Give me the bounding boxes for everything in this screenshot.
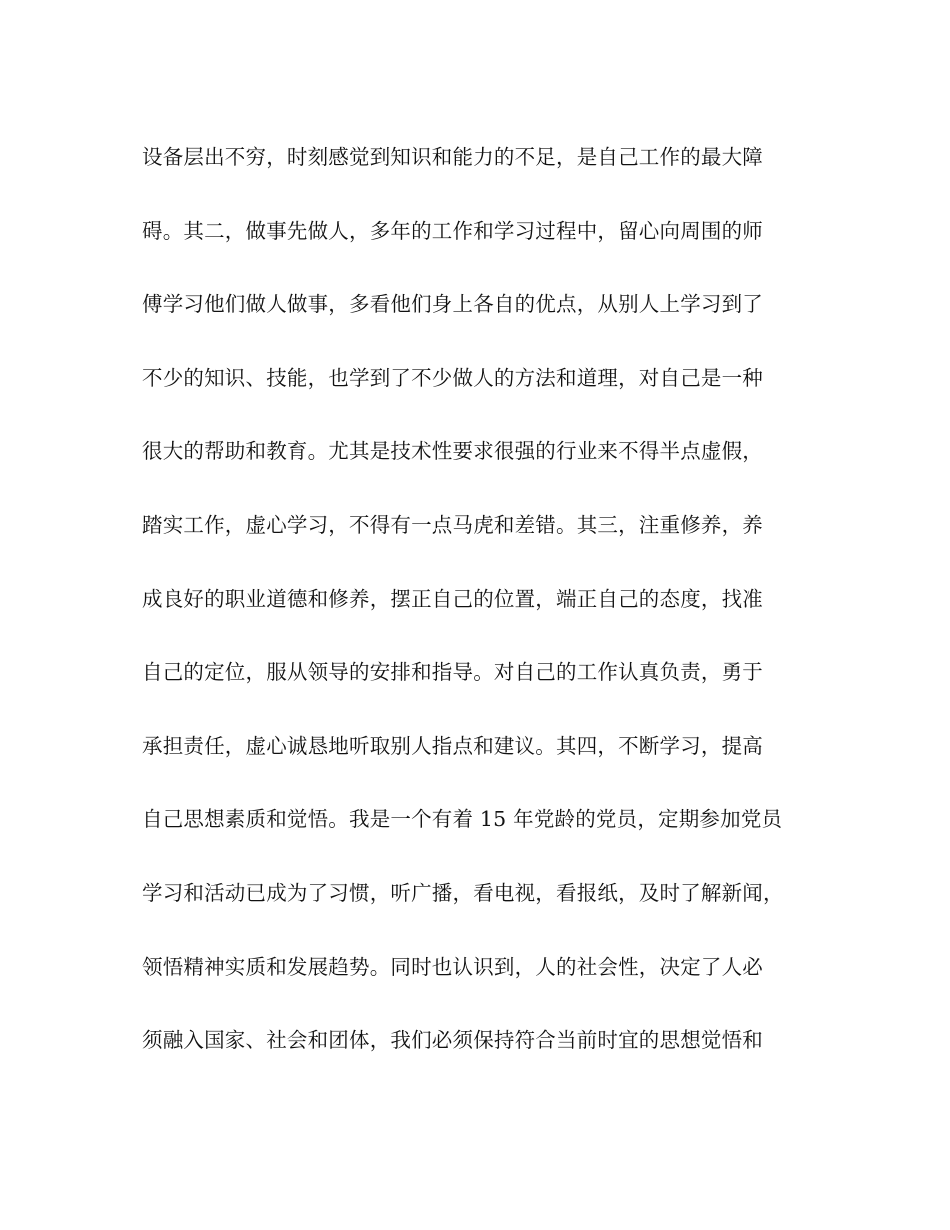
text-line-1: 设备层出不穷，时刻感觉到知识和能力的不足，是自己工作的最大障 — [142, 145, 763, 169]
text-line-7: 成良好的职业道德和修养，摆正自己的位置，端正自己的态度，找准 — [142, 586, 763, 611]
text-line-9: 承担责任，虚心诚恳地听取别人指点和建议。其四，不断学习，提高 — [142, 733, 763, 758]
text-line-3: 傅学习他们做人做事，多看他们身上各自的优点，从别人上学习到了 — [142, 292, 763, 317]
body-text — [142, 134, 822, 1091]
text-line-4: 不少的知识、技能，也学到了不少做人的方法和道理，对自己是一种 — [142, 365, 763, 390]
text-line-11: 学习和活动已成为了习惯，听广播，看电视，看报纸，及时了解新闻， — [142, 880, 784, 905]
text-line-8: 自己的定位，服从领导的安排和指导。对自己的工作认真负责，勇于 — [142, 660, 763, 685]
text-line-12: 领悟精神实质和发展趋势。同时也认识到，人的社会性，决定了人必 — [142, 954, 763, 979]
text-line-13: 须融入国家、社会和团体，我们必须保持符合当前时宜的思想觉悟和 — [142, 1028, 763, 1053]
text-line-10: 自己思想素质和觉悟。我是一个有着 15 年党龄的党员，定期参加党员 — [142, 807, 783, 832]
text-line-2: 碍。其二，做事先做人，多年的工作和学习过程中，留心向周围的师 — [142, 218, 763, 243]
text-line-5: 很大的帮助和教育。尤其是技术性要求很强的行业来不得半点虚假， — [142, 439, 763, 464]
text-line-6: 踏实工作，虚心学习，不得有一点马虎和差错。其三，注重修养，养 — [142, 512, 763, 537]
